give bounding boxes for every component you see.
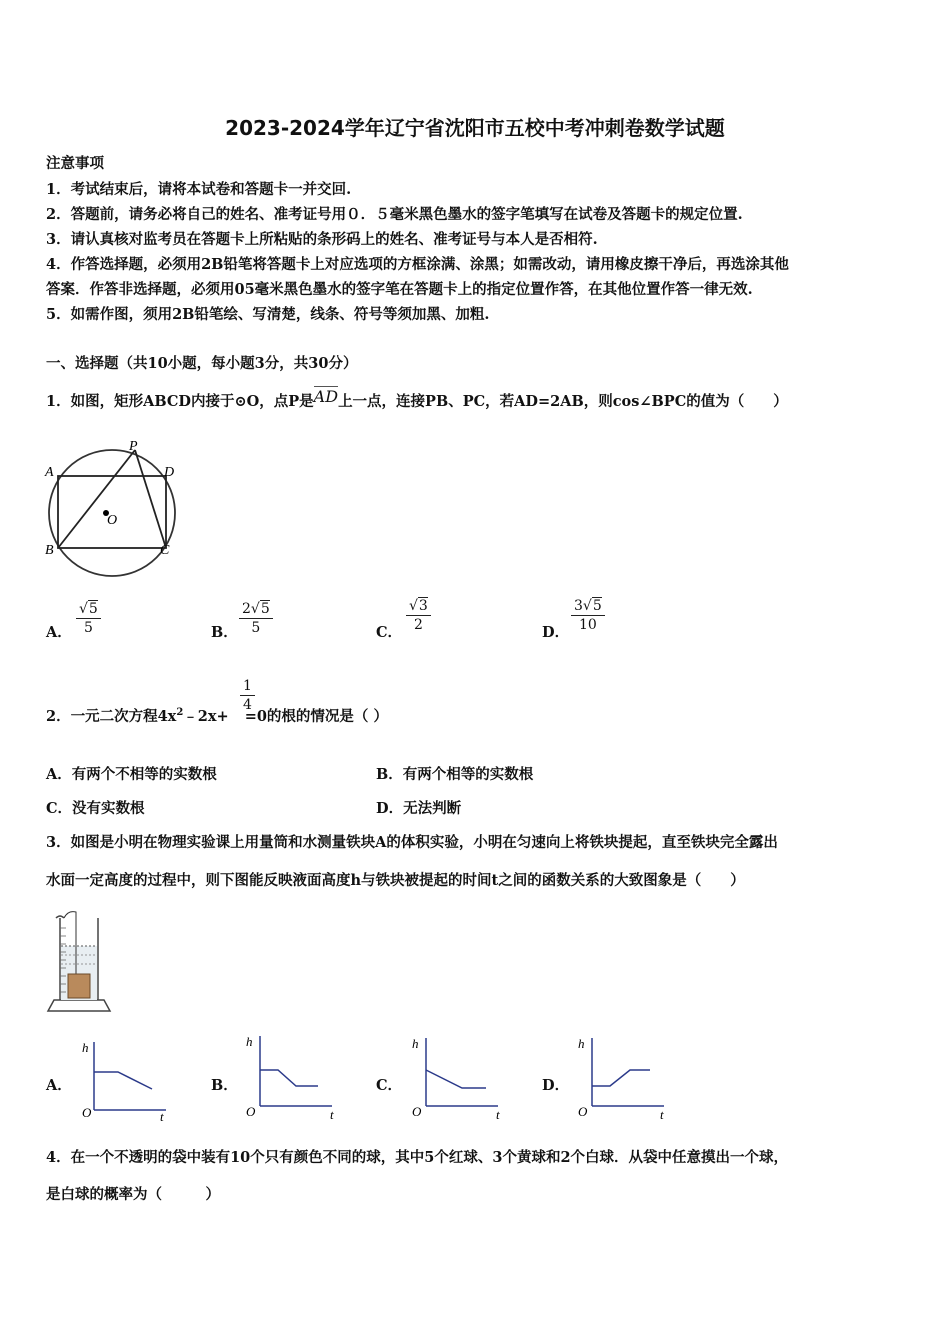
q3-option-d-label: D． [542, 1077, 570, 1094]
axis-h-label: h [82, 1040, 89, 1055]
label-o: O [107, 513, 118, 528]
q1-option-c-label: C． [376, 624, 403, 641]
q4-stem-line2: 是白球的概率为（ ） [46, 1186, 220, 1203]
q1-circle-figure [42, 436, 184, 578]
q3-graph-d [572, 1032, 672, 1124]
axis-t-label: t [330, 1107, 334, 1122]
q1-option-d-value: 3√5 10 [571, 598, 605, 633]
q1-option-b-label: B． [211, 624, 238, 641]
label-d: D [164, 465, 175, 480]
axis-t-label: t [160, 1109, 164, 1124]
q3-option-a-label: A． [46, 1077, 72, 1094]
notice-heading: 注意事项 [46, 155, 104, 172]
q1-option-d-label: D． [542, 624, 570, 641]
page-title: 2023-2024学年辽宁省沈阳市五校中考冲刺卷数学试题 [225, 116, 725, 140]
q2-option-c: C．没有实数根 [46, 800, 145, 817]
section-heading: 一、选择题（共10小题，每小题3分，共30分） [46, 355, 358, 372]
q1-text-pre: 1．如图，矩形ABCD内接于⊙O，点P是 [46, 393, 314, 410]
label-c: C [160, 543, 170, 558]
arc-ad: AD [313, 387, 339, 406]
notice-item: 5．如需作图，须用2B铅笔绘、写清楚，线条、符号等须加黑、加粗. [46, 306, 490, 323]
axis-t-label: t [660, 1107, 664, 1122]
q3-graph-c [406, 1032, 506, 1124]
q3-stem-line1: 3．如图是小明在物理实验课上用量筒和水测量铁块A的体积实验，小明在匀速向上将铁块提起，直至铁块完全露出 [46, 834, 778, 851]
notice-item: 3．请认真核对监考员在答题卡上所粘贴的条形码上的姓名、准考证号与本人是否相符. [46, 231, 598, 248]
q3-stem-line2: 水面一定高度的过程中，则下图能反映液面高度h与铁块被提起的时间t之间的函数关系的大致图象是（ ） [46, 872, 745, 889]
origin-label: O [246, 1104, 256, 1119]
graduated-cylinder-figure [46, 908, 112, 1014]
notice-item: 答案．作答非选择题，必须用05毫米黑色墨水的签字笔在答题卡上的指定位置作答，在其他位置作答一律无效. [46, 281, 753, 298]
notice-item: 4．作答选择题，必须用2B铅笔将答题卡上对应选项的方框涂满、涂黑；如需改动，请用橡皮擦干净后，再选涂其他 [46, 256, 789, 273]
label-b: B [45, 543, 54, 558]
q1-option-a-label: A． [46, 624, 72, 641]
axis-h-label: h [578, 1036, 585, 1051]
q2-option-b: B．有两个相等的实数根 [376, 766, 534, 783]
label-p: P [129, 439, 138, 454]
q3-graph-a [74, 1036, 174, 1126]
q1-stem [46, 387, 788, 411]
q3-option-b-label: B． [211, 1077, 238, 1094]
q3-graph-b [240, 1030, 340, 1124]
axis-h-label: h [412, 1036, 419, 1051]
q2-stem: 2．一元二次方程$4x^2﹣2x+ =0$的根的情况是（ ） [46, 707, 388, 725]
q1-text-post: 上一点，连接PB、PC，若AD=2AB，则cos∠BPC的值为（ ） [338, 393, 788, 410]
q1-option-b-value: 2√5 5 [239, 601, 273, 636]
q1-option-c-value: √3 2 [406, 598, 431, 633]
origin-label: O [412, 1104, 422, 1119]
axis-t-label: t [496, 1107, 500, 1122]
notice-item: 2．答题前，请务必将自己的姓名、准考证号用０．５毫米黑色墨水的签字笔填写在试卷及答题卡的规定位置. [46, 206, 743, 223]
notice-item: 1．考试结束后，请将本试卷和答题卡一并交回. [46, 181, 352, 198]
q2-fraction: 1 4 [240, 678, 255, 713]
origin-label: O [578, 1104, 588, 1119]
label-a: A [45, 465, 54, 480]
origin-label: O [82, 1105, 92, 1120]
q2-option-a: A．有两个不相等的实数根 [46, 766, 217, 783]
q3-option-c-label: C． [376, 1077, 403, 1094]
q1-option-a-value: √5 5 [76, 601, 101, 636]
q2-option-d: D．无法判断 [376, 800, 462, 817]
q4-stem-line1: 4．在一个不透明的袋中装有10个只有颜色不同的球，其中5个红球、3个黄球和2个白球．从袋中任意摸出一个球， [46, 1149, 789, 1166]
axis-h-label: h [246, 1034, 253, 1049]
